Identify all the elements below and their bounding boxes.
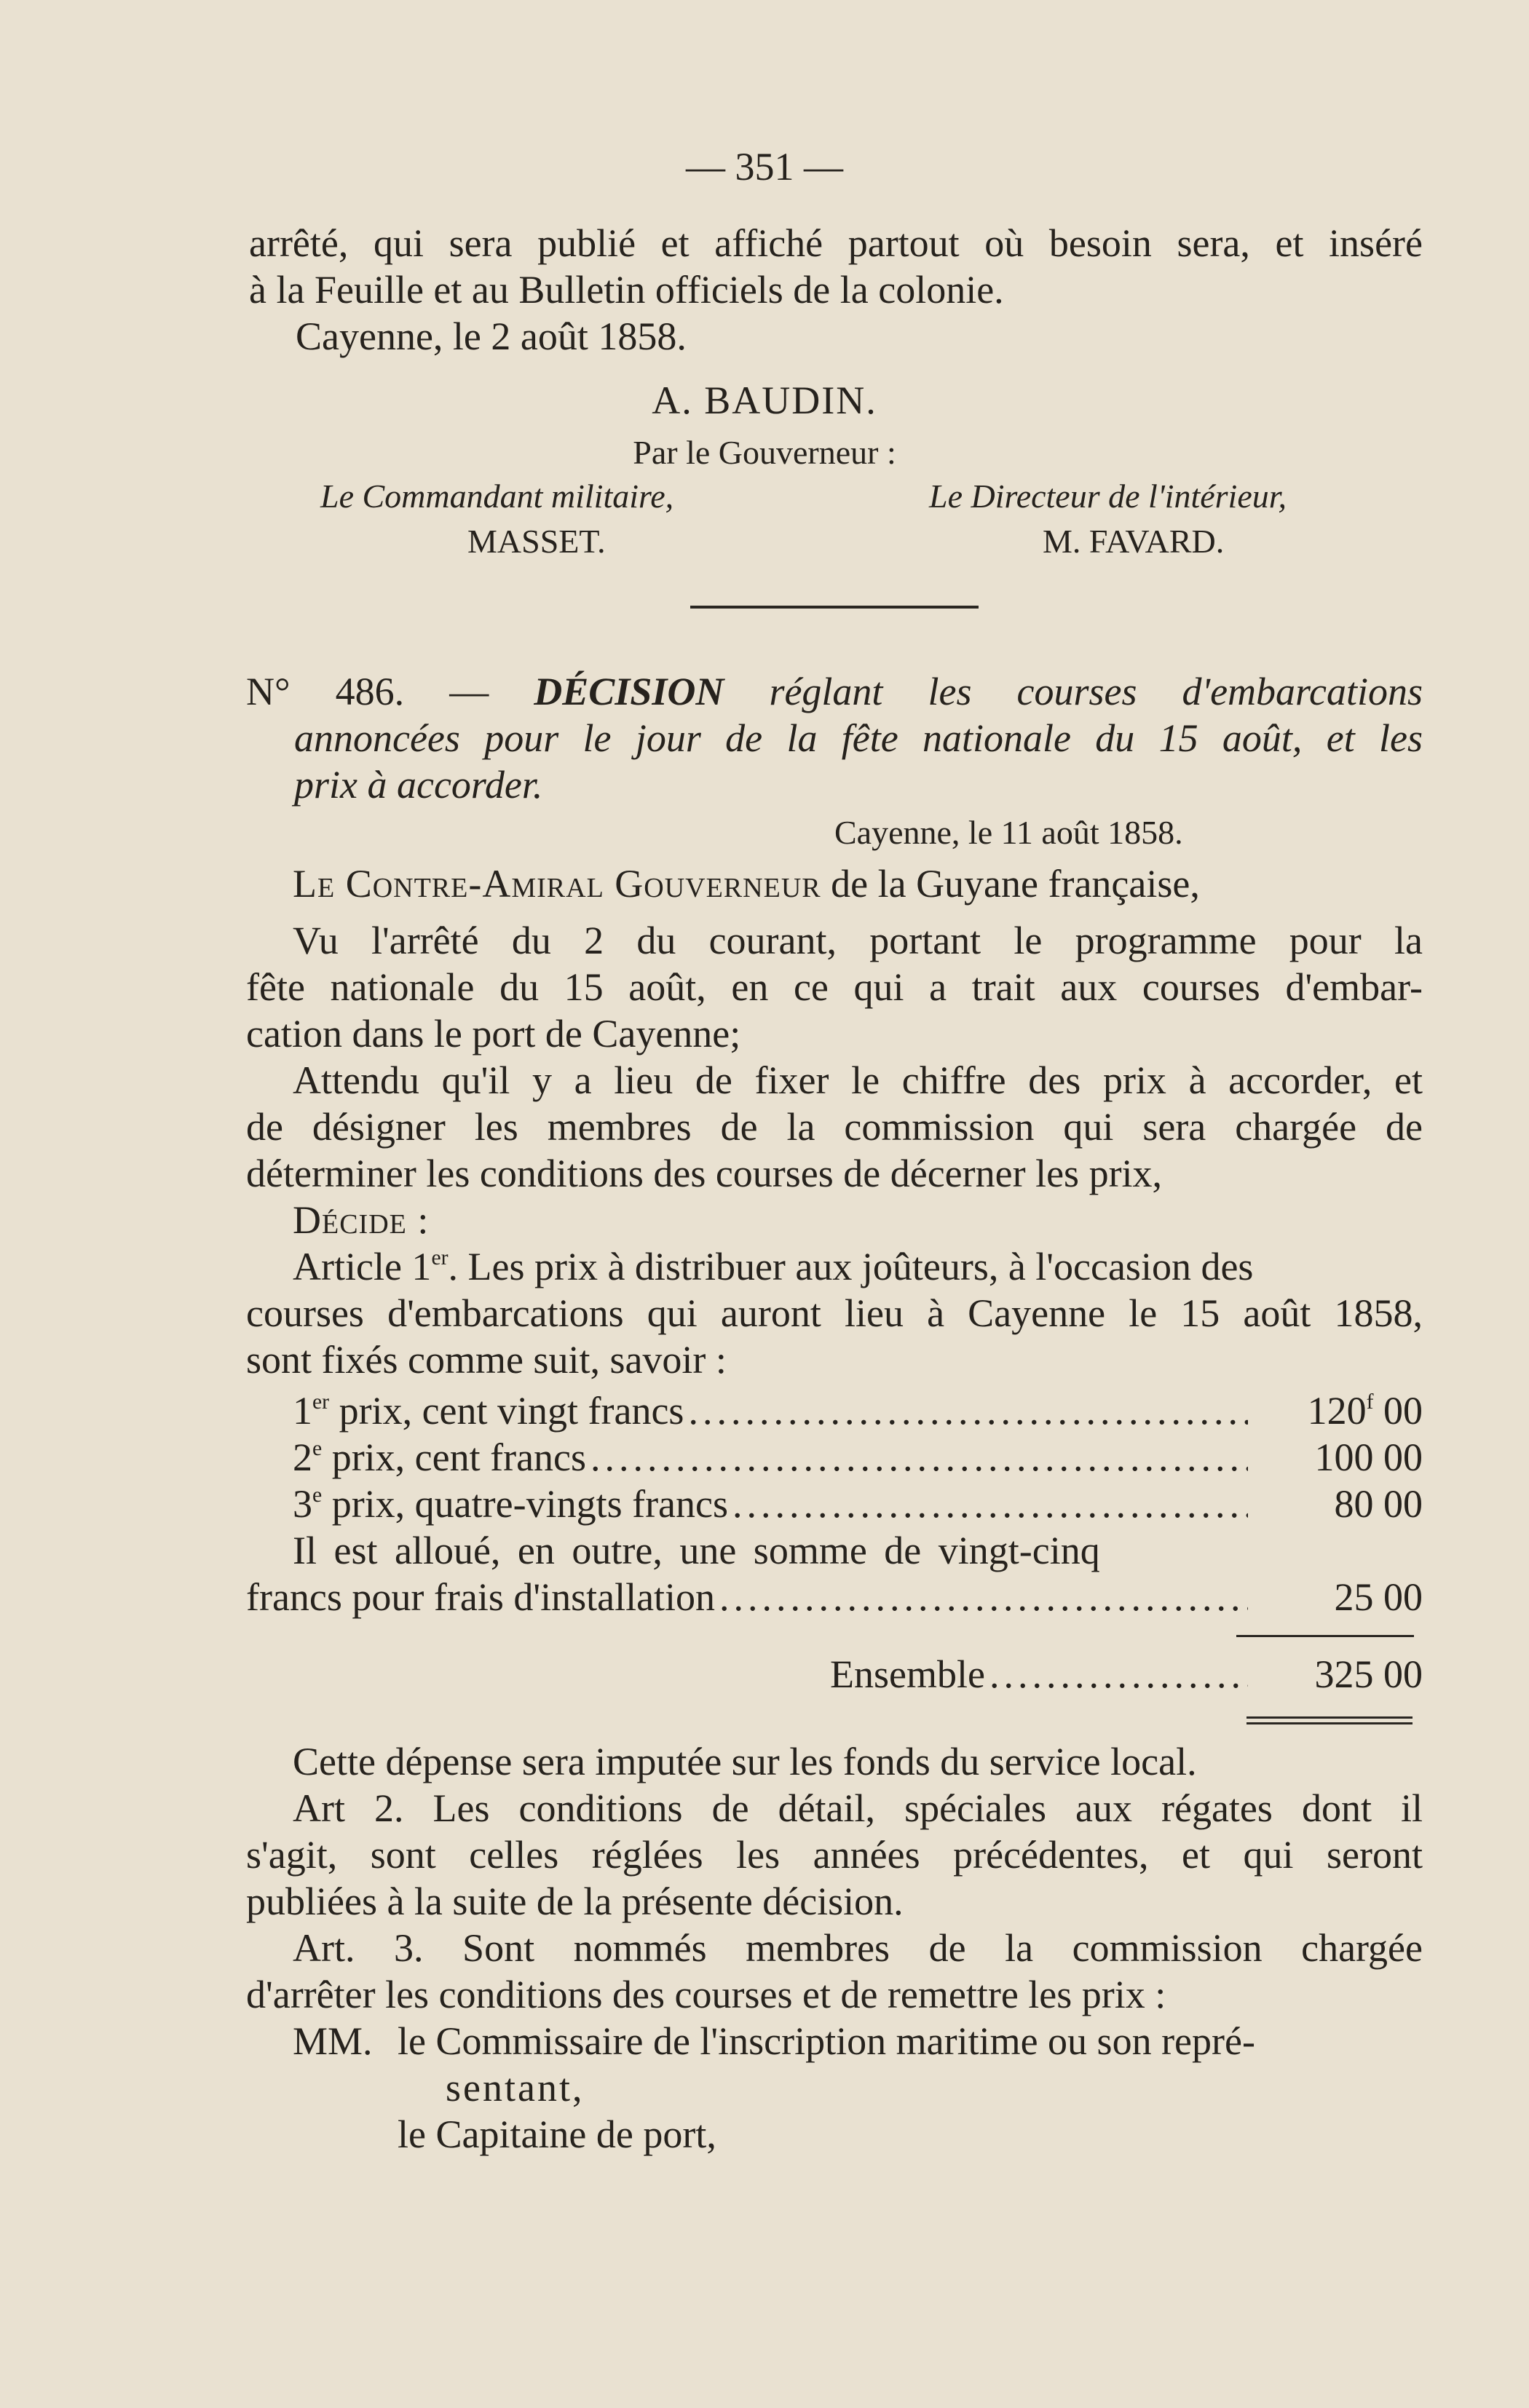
continuation-line-1: arrêté, qui sera publié et affiché partout où besoin sera, et inséré	[249, 221, 1423, 265]
prize-amount: 100 00	[1314, 1435, 1423, 1479]
attendu-line-2: de désigner les membres de la commission qui sera chargée de	[246, 1105, 1423, 1149]
depense-line: Cette dépense sera imputée sur les fonds du service local.	[293, 1740, 1197, 1783]
alloue-label: francs pour frais d'installation	[246, 1575, 716, 1619]
place-date: Cayenne, le 2 août 1858.	[296, 314, 687, 358]
vu-line-2: fête nationale du 15 août, en ce qui a trait aux courses d'embar-	[246, 965, 1423, 1009]
subtotal-rule	[1236, 1635, 1414, 1637]
decision-heading-line-2: annoncées pour le jour de la fête nationale du 15 août, et les	[294, 716, 1423, 760]
page-number: — 351 —	[686, 145, 843, 189]
article-2-line-2: s'agit, sont celles réglées les années précédentes, et qui seront	[246, 1833, 1423, 1877]
alloue-line-1: Il est alloué, en outre, une somme de vingt-cinq	[293, 1529, 1100, 1572]
vu-line-1: Vu l'arrêté du 2 du courant, portant le programme pour la	[293, 919, 1423, 962]
decision-heading-line-1	[246, 668, 1423, 715]
vu-line-3: cation dans le port de Cayenne;	[246, 1012, 741, 1056]
decision-heading-line-3: prix à accorder.	[294, 763, 543, 807]
left-signatory-title: Le Commandant militaire,	[320, 478, 674, 515]
dot-leader	[715, 1574, 1248, 1620]
article-1-line-1	[293, 1243, 1423, 1290]
decision-heading-rest: réglant les courses d'embarcations	[769, 670, 1423, 713]
prize-row-1	[293, 1387, 1423, 1434]
article-1-text: . Les prix à distribuer aux joûteurs, à l'occasion des	[448, 1245, 1254, 1288]
total-amount: 325 00	[1314, 1652, 1423, 1696]
prize-row-2	[293, 1434, 1423, 1481]
member-1-line-1: le Commissaire de l'inscription maritime ou son repré-	[398, 2019, 1255, 2063]
mm-label: MM.	[293, 2019, 373, 2063]
alloue-amount: 25 00	[1334, 1575, 1423, 1619]
dot-leader	[586, 1434, 1248, 1481]
attendu-line-3: déterminer les conditions des courses de décerner les prix,	[246, 1152, 1163, 1195]
member-1-line-2: sentant,	[446, 2066, 585, 2110]
prize-label: 1er prix, cent vingt francs	[293, 1389, 684, 1433]
dot-leader	[728, 1481, 1248, 1527]
by-governor: Par le Gouverneur :	[633, 434, 896, 471]
total-row	[830, 1651, 1423, 1698]
continuation-line-2: à la Feuille et au Bulletin officiels de la colonie.	[249, 268, 1004, 312]
prize-amount: 80 00	[1334, 1482, 1423, 1526]
article-3-line-2: d'arrêter les conditions des courses et de remettre les prix :	[246, 1973, 1166, 2016]
article-2-line-1: Art 2. Les conditions de détail, spéciales aux régates dont il	[293, 1786, 1423, 1830]
article-1-line-3: sont fixés comme suit, savoir :	[246, 1338, 727, 1382]
article-3-line-1: Art. 3. Sont nommés membres de la commission chargée	[293, 1926, 1423, 1970]
decision-word: DÉCISION	[534, 670, 724, 713]
authority-title: Le Contre-Amiral Gouverneur	[293, 862, 821, 906]
section-divider	[690, 606, 979, 609]
dot-leader	[985, 1651, 1248, 1698]
article-1-label: Article 1	[293, 1245, 432, 1288]
article-2-line-3: publiées à la suite de la présente décision.	[246, 1880, 904, 1923]
governor-signature: A. BAUDIN.	[652, 379, 877, 422]
right-signatory-name: M. FAVARD.	[1043, 523, 1225, 560]
member-2: le Capitaine de port,	[398, 2112, 716, 2156]
right-signatory-title: Le Directeur de l'intérieur,	[929, 478, 1287, 515]
authority-line	[293, 860, 1200, 907]
attendu-line-1: Attendu qu'il y a lieu de fixer le chiffre des prix à accorder, et	[293, 1058, 1423, 1102]
authority-rest: de la Guyane française,	[831, 862, 1200, 906]
dot-leader	[684, 1387, 1248, 1434]
total-label: Ensemble	[830, 1652, 985, 1696]
alloue-row	[246, 1574, 1423, 1620]
decision-number: N° 486.	[246, 670, 405, 713]
total-double-rule-top	[1246, 1716, 1413, 1719]
prize-row-3	[293, 1481, 1423, 1527]
article-1-sup: er	[431, 1246, 449, 1270]
decision-dash: —	[449, 670, 489, 713]
prize-label: 3e prix, quatre-vingts francs	[293, 1482, 729, 1526]
prize-label: 2e prix, cent francs	[293, 1435, 587, 1479]
prize-amount: 120$^f$ 00	[1307, 1389, 1423, 1433]
decision-date: Cayenne, le 11 août 1858.	[834, 814, 1183, 851]
total-double-rule-bottom	[1246, 1722, 1413, 1724]
left-signatory-name: MASSET.	[467, 523, 606, 560]
decide-heading: Décide :	[293, 1198, 430, 1242]
article-1-line-2: courses d'embarcations qui auront lieu à Cayenne le 15 août 1858,	[246, 1291, 1423, 1335]
